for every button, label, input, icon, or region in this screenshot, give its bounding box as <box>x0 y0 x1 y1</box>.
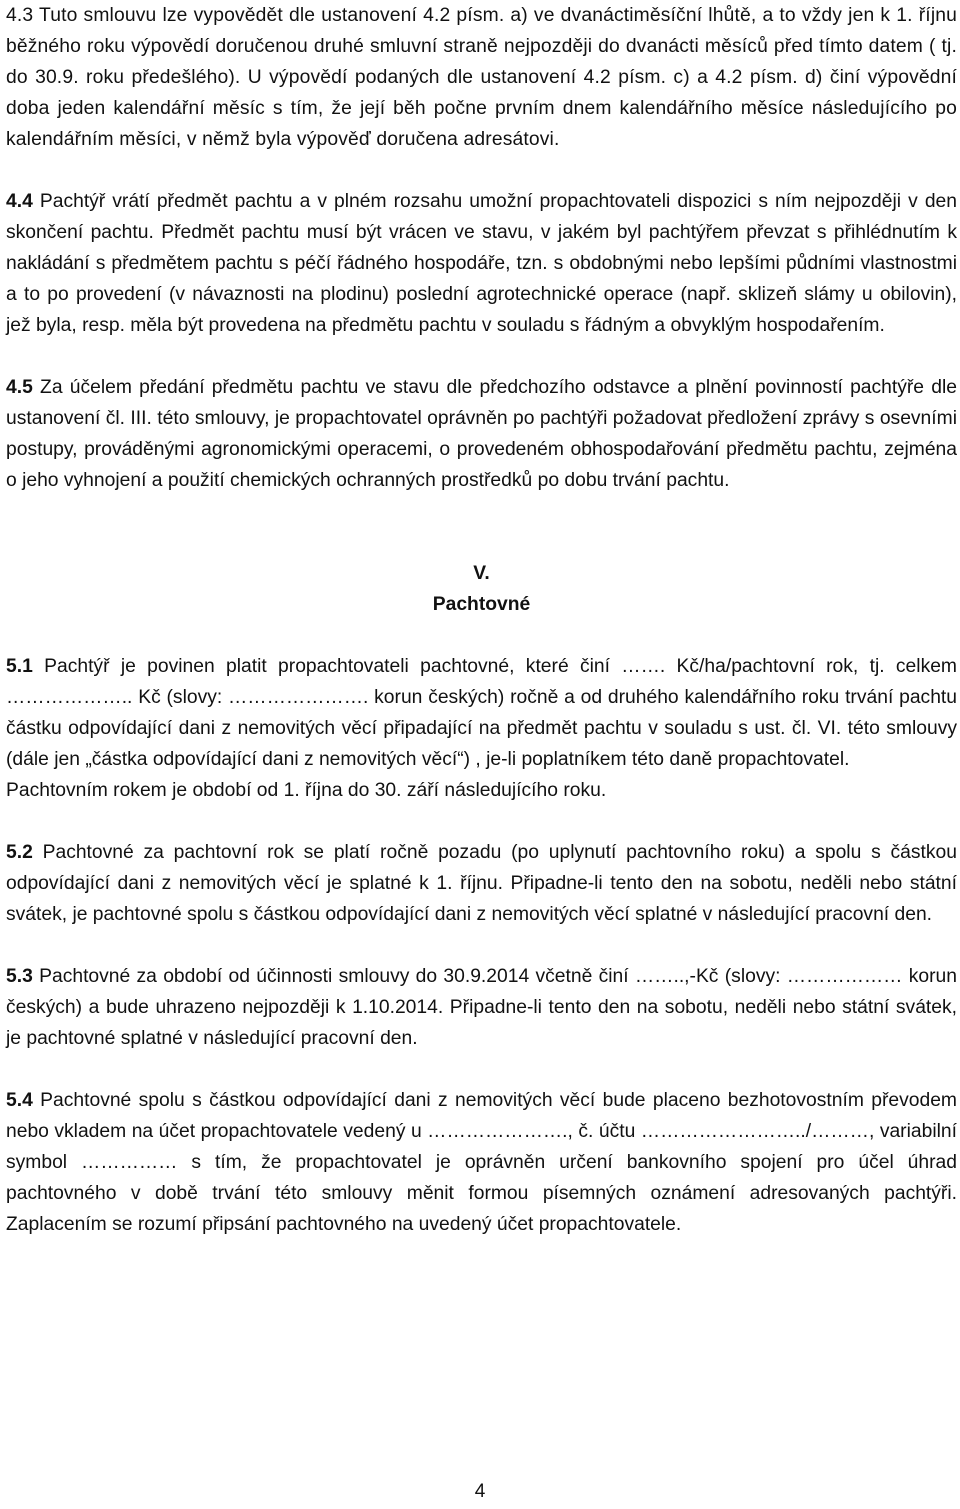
paragraph-4-4 <box>6 186 957 341</box>
spacer <box>6 496 957 527</box>
spacer <box>6 527 957 558</box>
paragraph-text: Tuto smlouvu lze vypovědět dle ustanovení 4.2 písm. a) ve dvanáctiměsíční lhůtě, a to vždy jen k 1. říjnu běžného roku výpovědí doručenou druhé smluvní straně nejpozději do dvanácti měsíců před tímto datem ( tj. do 30.9. roku předešlého). U výpovědí podaných dle ustanovení 4.2 písm. c) a 4.2 písm. d) činí výpovědní doba jeden kalendářní měsíc s tím, že její běh počne prvním dnem kalendářního měsíce následujícího po kalendářním měsíci, v němž byla výpověď doručena adresátovi. <box>6 5 957 150</box>
paragraph-text: Pachtovné za pachtovní rok se platí ročně pozadu (po uplynutí pachtovního roku) a spolu s částkou odpovídající dani z nemovitých věcí je splatné k 1. říjnu. Připadne-li tento den na sobotu, neděli nebo státní svátek, je pachtovné spolu s částkou odpovídající dani z nemovitých věcí splatné v následující pracovní den. <box>6 842 957 925</box>
paragraph-number: 5.1 <box>6 656 33 677</box>
section-title: Pachtovné <box>432 594 531 615</box>
paragraph-number: 5.2 <box>6 842 33 863</box>
paragraph-4-3 <box>6 0 957 155</box>
paragraph-text: Pachtovné spolu s částkou odpovídající dani z nemovitých věcí bude placeno bezhotovostním převodem nebo vkladem na účet propachtovatele vedený u …………………., č. účtu ……………………../………, variabilní symbol …………… s tím, že propachtovatel je oprávněn určení bankovního spojení pro účel úhrad pachtovného v době trvání této smlouvy měnit formou písemných oznámení adresovaných pachtýři. Zaplacením se rozumí připsání pachtovného na uvedený účet propachtovatele. <box>6 1090 957 1235</box>
paragraph-text: Pachtovné za období od účinnosti smlouvy do 30.9.2014 včetně činí ……..,-Kč (slovy: ……………… korun českých) a bude uhrazeno nejpozději k 1.10.2014. Připadne-li tento den na sobotu, neděli nebo státní svátek, je pachtovné splatné v následující pracovní den. <box>6 966 957 1049</box>
spacer <box>6 1054 957 1085</box>
paragraph-5-4 <box>6 1085 957 1240</box>
paragraph-number: 4.4 <box>6 191 33 212</box>
paragraph-number: 5.4 <box>6 1090 33 1111</box>
spacer <box>6 806 957 837</box>
paragraph-text: Pachtýř je povinen platit propachtovateli pachtovné, které činí ……. Kč/ha/pachtovní rok, tj. celkem ……………….. Kč (slovy: …………………. korun českých) ročně a od druhého kalendářního roku trvání pachtu částku odpovídající dani z nemovitých věcí připadající na předmět pachtu v souladu s ust. čl. VI. této smlouvy (dále jen „částka odpovídající dani z nemovitých věcí“) , je-li poplatníkem této daně propachtovatel. <box>6 656 957 770</box>
paragraph-5-1 <box>6 651 957 806</box>
spacer <box>6 341 957 372</box>
paragraph-text: Za účelem předání předmětu pachtu ve stavu dle předchozího odstavce a plnění povinností pachtýře dle ustanovení čl. III. této smlouvy, je propachtovatel oprávněn po pachtýři požadovat předložení zprávy s osevními postupy, prováděnými agronomickými operacemi, o provedeném obhospodařování předmětu pachtu, zejména o jeho vyhnojení a použití chemických ochranných prostředků po dobu trvání pachtu. <box>6 377 957 491</box>
paragraph-number: 5.3 <box>6 966 33 987</box>
page-number: 4 <box>474 1481 486 1502</box>
paragraph-number: 4.3 <box>6 5 34 26</box>
paragraph-text: Pachtýř vrátí předmět pachtu a v plném rozsahu umožní propachtovateli dispozici s ním nejpozději v den skončení pachtu. Předmět pachtu musí být vrácen ve stavu, v jakém byl pachtýřem převzat s přihlédnutím k nakládání s předmětem pachtu s péčí řádného hospodáře, tzn. s obdobnými nebo lepšími půdními vlastnostmi a to po provedení (v návaznosti na plodinu) poslední agrotechnické operace (např. sklizeň slámy u obilovin), jež byla, resp. měla být provedena na předmětu pachtu v souladu s řádným a obvyklým hospodařením. <box>6 191 957 336</box>
paragraph-5-2 <box>6 837 957 930</box>
spacer <box>6 930 957 961</box>
paragraph-number: 4.5 <box>6 377 33 398</box>
paragraph-5-3 <box>6 961 957 1054</box>
section-number: V. <box>473 563 490 584</box>
spacer <box>6 155 957 186</box>
paragraph-4-5 <box>6 372 957 496</box>
spacer <box>6 620 957 651</box>
paragraph-extra-line: Pachtovním rokem je období od 1. října do 30. září následujícího roku. <box>6 780 607 801</box>
